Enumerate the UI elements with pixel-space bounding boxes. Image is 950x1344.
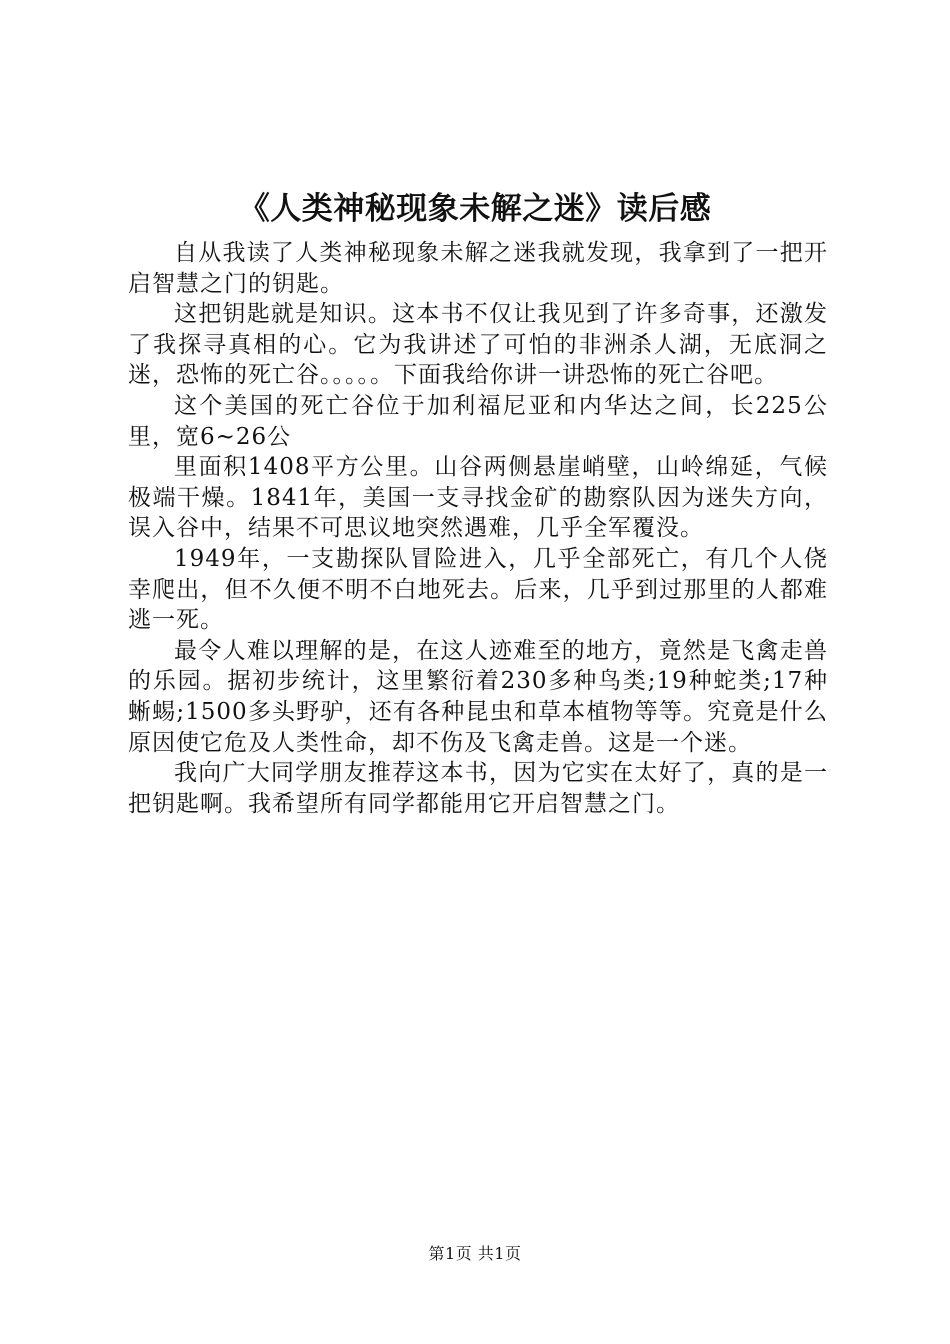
page-number-footer: 第1页 共1页 [428, 1244, 522, 1263]
document-title: 《人类神秘现象未解之迷》读后感 [238, 191, 712, 227]
paragraph-2: 这把钥匙就是知识。这本书不仅让我见到了许多奇事，还激发了我探寻真相的心。它为我讲述了可怕的非洲杀人湖，无底洞之迷，恐怖的死亡谷。。。。。下面我给你讲一讲恐怖的死亡谷吧。 [128, 301, 828, 389]
paragraph-6: 最令人难以理解的是，在这人迹难至的地方，竟然是飞禽走兽的乐园。据初步统计，这里繁衍着230多种鸟类;19种蛇类;17种蜥蜴;1500多头野驴，还有各种昆虫和草本植物等等。究竟是什么原因使它危及人类性命，却不伤及飞禽走兽。这是一个迷。 [128, 637, 828, 756]
paragraph-1: 自从我读了人类神秘现象未解之迷我就发现，我拿到了一把开启智慧之门的钥匙。 [128, 240, 828, 297]
document-body [128, 238, 828, 819]
paragraph-5: 1949年，一支勘探队冒险进入，几乎全部死亡，有几个人侥幸爬出，但不久便不明不白地死去。后来，几乎到过那里的人都难逃一死。 [128, 545, 828, 634]
paragraph-7: 我向广大同学朋友推荐这本书，因为它实在太好了，真的是一把钥匙啊。我希望所有同学都能用它开启智慧之门。 [128, 760, 828, 817]
paragraph-3: 这个美国的死亡谷位于加利福尼亚和内华达之间，长225公里，宽6~26公 [128, 392, 828, 450]
paragraph-4: 里面积1408平方公里。山谷两侧悬崖峭壁，山岭绵延，气候极端干燥。1841年，美国一支寻找金矿的勘察队因为迷失方向，误入谷中，结果不可思议地突然遇难，几乎全军覆没。 [128, 454, 828, 542]
